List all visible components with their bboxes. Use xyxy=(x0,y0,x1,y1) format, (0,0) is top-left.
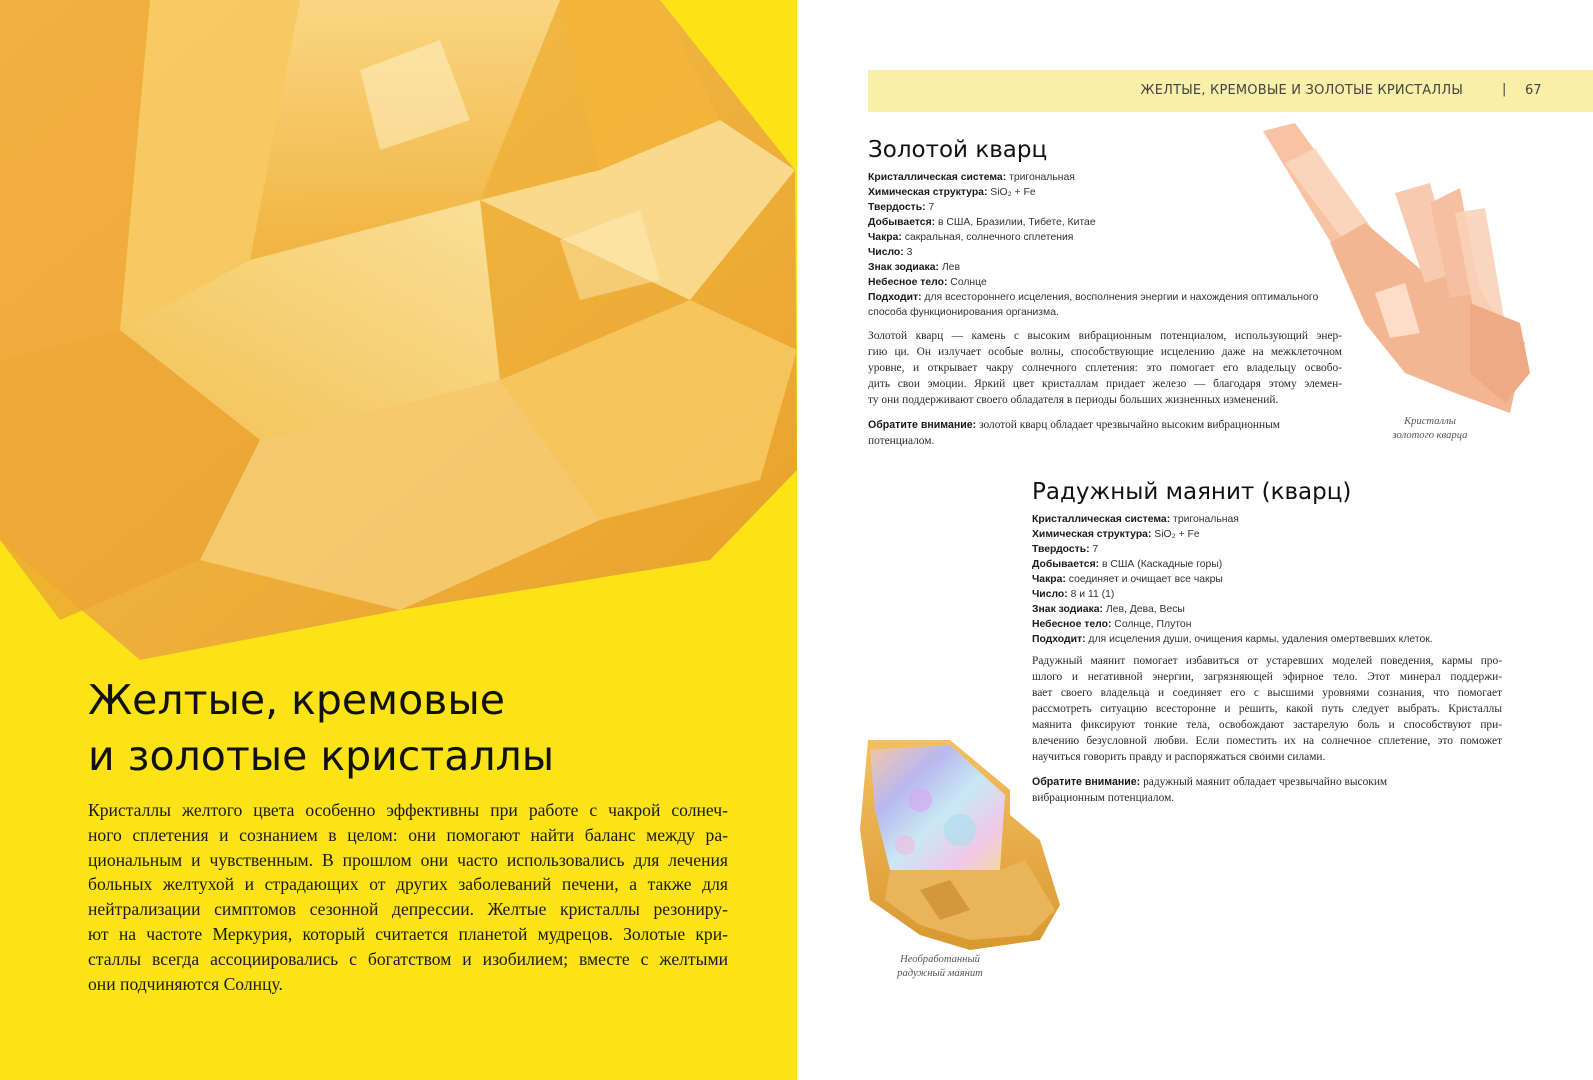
text-line: они подчиняются Солнцу. xyxy=(88,973,283,994)
text-line: Радужный маянит помогает избавиться от устаревших моделей поведения, кармы про- xyxy=(1032,655,1502,667)
entry-title-golden-quartz: Золотой кварц xyxy=(868,137,1048,163)
property-value: 7 xyxy=(925,202,935,213)
rainbow-mayanite-note xyxy=(1032,774,1387,806)
property-key: Подходит: xyxy=(868,292,922,303)
property-value: в США (Каскадные горы) xyxy=(1099,559,1223,570)
caption-line: радужный маянит xyxy=(897,968,983,979)
text-line: циональным и чувственным. В прошлом они часто использовались для лечения xyxy=(88,849,728,870)
property-row xyxy=(868,215,1318,230)
golden-quartz-properties xyxy=(868,170,1318,320)
property-row xyxy=(868,185,1318,200)
property-value: сакральная, солнечного сплетения xyxy=(901,232,1074,243)
entry-title-rainbow-mayanite: Радужный маянит (кварц) xyxy=(1032,479,1352,505)
property-key: Небесное тело: xyxy=(1032,619,1112,630)
property-row xyxy=(868,200,1318,215)
property-row xyxy=(1032,617,1433,632)
property-value: Лев xyxy=(938,262,960,273)
property-row xyxy=(868,305,1318,320)
golden-quartz-note xyxy=(868,417,1280,449)
property-row xyxy=(868,230,1318,245)
property-row xyxy=(1032,602,1433,617)
caption-line: Необработанный xyxy=(900,954,980,965)
golden-quartz-caption xyxy=(1375,415,1485,443)
chapter-title xyxy=(88,672,554,784)
text-line: Кристаллы желтого цвета особенно эффективны при работе с чакрой солнеч- xyxy=(88,800,728,820)
property-key: Знак зодиака: xyxy=(1032,604,1103,615)
running-header-title: ЖЕЛТЫЕ, КРЕМОВЫЕ И ЗОЛОТЫЕ КРИСТАЛЛЫ xyxy=(1140,83,1463,98)
property-value: соединяет и очищает все чакры xyxy=(1065,574,1223,585)
rainbow-mayanite-properties xyxy=(1032,512,1433,647)
property-row xyxy=(868,245,1318,260)
rainbow-mayanite-specimen-photo xyxy=(860,740,1075,960)
property-value: Солнце, Плутон xyxy=(1111,619,1192,630)
property-value: 7 xyxy=(1089,544,1099,555)
property-row xyxy=(868,275,1318,290)
property-value: для всестороннего исцеления, восполнения энергии и нахождения оптимального xyxy=(921,292,1319,303)
property-value: Лев, Дева, Весы xyxy=(1102,604,1185,615)
text-line: сталлы всегда ассоциировались с богатством и изобилием; вместе с желтыми xyxy=(88,948,728,969)
property-row xyxy=(1032,587,1433,602)
property-key: Кристаллическая система: xyxy=(868,172,1007,183)
property-key: Чакра: xyxy=(1032,574,1066,585)
note-line: потенциалом. xyxy=(868,435,935,447)
running-header xyxy=(868,70,1593,112)
chapter-title-line: Желтые, кремовые xyxy=(88,676,505,724)
text-line: нейтрализации симптомов сезонной депрессии. Желтые кристаллы резониру- xyxy=(88,899,728,920)
property-value: способа функционирования организма. xyxy=(868,307,1059,318)
text-line: маянита фиксируют тонкие тела, освобождают застарелую боль и способствуют при- xyxy=(1032,719,1502,731)
text-line: Золотой кварц — камень с высоким вибрационным потенциалом, использующий энер- xyxy=(868,330,1342,342)
text-line: больных желтухой и страдающих от других заболеваний печени, а также для xyxy=(88,874,728,895)
note-line: вибрационным потенциалом. xyxy=(1032,792,1175,804)
rainbow-mayanite-description xyxy=(1032,653,1502,765)
note-line xyxy=(1032,774,1387,790)
text-line: гию ци. Он излучает особые волны, способствующие исцелению даже на межклеточном xyxy=(868,346,1342,358)
text-line: дить свои эмоции. Яркий цвет кристаллам придает железо — благодаря этому элемен- xyxy=(868,378,1342,390)
property-key: Число: xyxy=(1032,589,1068,600)
property-row xyxy=(1032,527,1433,542)
property-row xyxy=(1032,512,1433,527)
property-key: Добывается: xyxy=(1032,559,1100,570)
text-line: научиться говорить правду и распоряжаться своими силами. xyxy=(1032,751,1326,763)
property-row xyxy=(1032,572,1433,587)
note-label: Обратите внимание: xyxy=(868,419,977,431)
text-line: ного сплетения и сознанием в целом: они помогают найти баланс между ра- xyxy=(88,824,728,845)
property-key: Добывается: xyxy=(868,217,936,228)
property-value: 3 xyxy=(903,247,913,258)
note-label: Обратите внимание: xyxy=(1032,776,1141,788)
text-line: уровне, и открывает чакру солнечного сплетения: это помогает его владельцу освобо- xyxy=(868,362,1342,374)
golden-quartz-specimen-photo xyxy=(1255,123,1535,418)
property-key: Твердость: xyxy=(1032,544,1090,555)
property-value: Солнце xyxy=(947,277,987,288)
property-value: 8 и 11 (1) xyxy=(1067,589,1115,600)
text-line: рассмотреть ситуацию всесторонне и решить, какой путь следует выбрать. Кристаллы xyxy=(1032,703,1502,715)
property-row xyxy=(1032,542,1433,557)
property-row xyxy=(1032,632,1433,647)
note-text: золотой кварц обладает чрезвычайно высоким вибрационным xyxy=(976,419,1280,431)
property-key: Число: xyxy=(868,247,904,258)
property-key: Химическая структура: xyxy=(868,187,988,198)
text-line: ют на частоте Меркурия, который считается планетой мудрецов. Золотые кри- xyxy=(88,923,728,944)
property-key: Подходит: xyxy=(1032,634,1086,645)
caption-line: Кристаллы xyxy=(1404,416,1456,427)
property-row xyxy=(868,260,1318,275)
property-value: тригональная xyxy=(1170,514,1239,525)
rainbow-mayanite-caption xyxy=(880,953,1000,981)
property-row xyxy=(868,290,1318,305)
text-line: влечению безусловной любви. Если поместить их на солнечное сплетение, это поможет xyxy=(1032,735,1502,747)
header-separator: | xyxy=(1502,82,1507,97)
note-line xyxy=(868,417,1280,433)
yellow-crystal-photo xyxy=(0,0,797,680)
text-line: вает своего владельца и соединяет его с высшими уровнями сознания, что помогает xyxy=(1032,687,1502,699)
page-number: 67 xyxy=(1525,83,1542,98)
caption-line: золотого кварца xyxy=(1392,430,1468,441)
property-value: SiO₂ + Fe xyxy=(987,187,1036,198)
property-key: Твердость: xyxy=(868,202,926,213)
property-value: для исцеления души, очищения кармы, удаления омертвевших клеток. xyxy=(1085,634,1433,645)
chapter-intro-text xyxy=(88,798,728,996)
property-key: Химическая структура: xyxy=(1032,529,1152,540)
text-line: шлого и негативной энергии, загрязняющей эфирное тело. Этот минерал поддержи- xyxy=(1032,671,1502,683)
text-line: ту они поддерживают своего обладателя в периоды больших жизненных изменений. xyxy=(868,394,1279,406)
property-key: Небесное тело: xyxy=(868,277,948,288)
property-value: в США, Бразилии, Тибете, Китае xyxy=(935,217,1096,228)
property-value: тригональная xyxy=(1006,172,1075,183)
property-row xyxy=(1032,557,1433,572)
property-key: Кристаллическая система: xyxy=(1032,514,1171,525)
property-key: Чакра: xyxy=(868,232,902,243)
note-text: радужный маянит обладает чрезвычайно высоким xyxy=(1140,776,1388,788)
property-row xyxy=(868,170,1318,185)
property-value: SiO₂ + Fe xyxy=(1151,529,1200,540)
property-key: Знак зодиака: xyxy=(868,262,939,273)
chapter-title-line: и золотые кристаллы xyxy=(88,732,555,780)
